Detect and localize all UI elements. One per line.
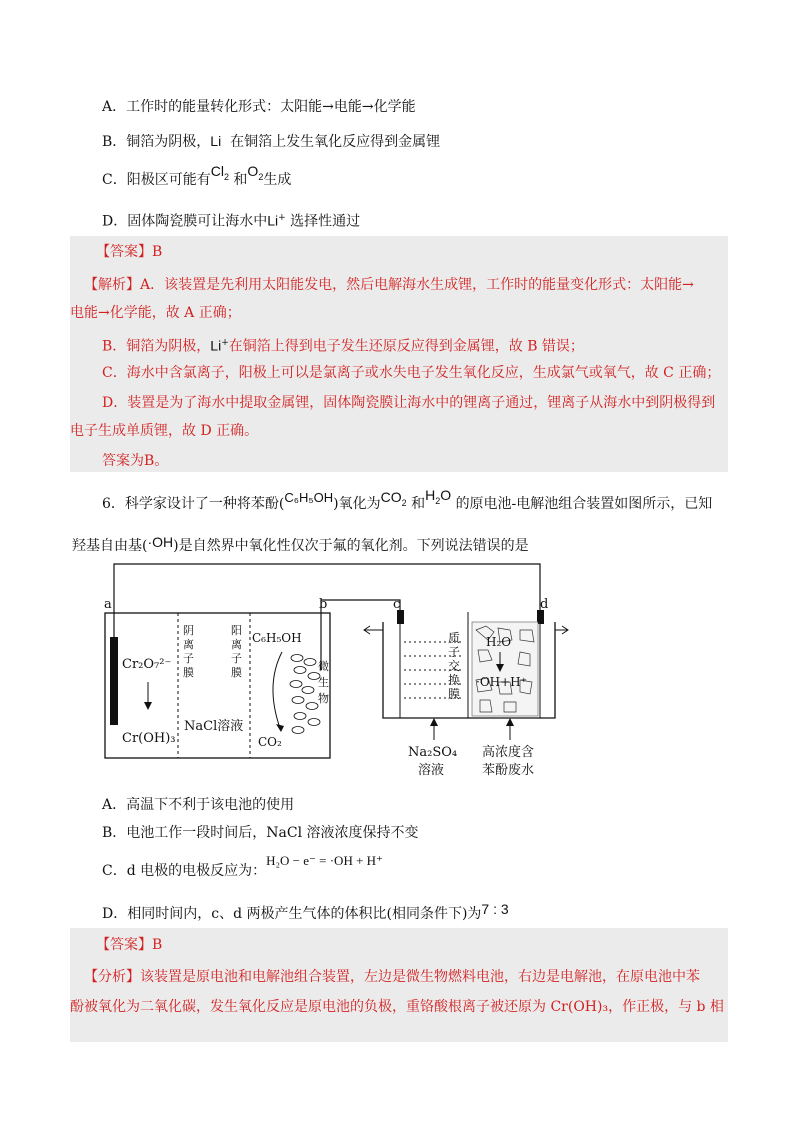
label-wastewater-1: 高浓度含 (482, 745, 535, 760)
q6-stem-2: 羟基自由基(·OH)是自然界中氧化性仅次于氟的氧化剂。下列说法错误的是 (72, 534, 529, 554)
q5-answer: 【答案】B (96, 244, 163, 260)
q6-option-d: D．相同时间内，c、d 两极产生气体的体积比(相同条件下)为7 : 3 (102, 901, 509, 922)
q5-exp-5: D．装置是为了海水中提取金属锂，固体陶瓷膜让海水中的锂离子通过，锂离子从海水中到阴极得到 (102, 395, 716, 411)
q6-answer-box (70, 928, 728, 1042)
svg-text:生: 生 (318, 676, 329, 689)
svg-text:阳: 阳 (231, 624, 242, 637)
q5-option-d: D．固体陶瓷膜可让海水中Li+ 选择性通过 (102, 212, 361, 230)
svg-text:微: 微 (318, 660, 329, 673)
q6-option-a: A．高温下不利于该电池的使用 (102, 797, 295, 813)
svg-text:膜: 膜 (448, 687, 461, 701)
svg-text:膜: 膜 (231, 666, 242, 679)
svg-text:阴: 阴 (183, 624, 194, 637)
svg-text:换: 换 (448, 673, 461, 687)
q6-option-b: B．电池工作一段时间后，NaCl 溶液浓度保持不变 (102, 825, 419, 841)
q5-answer-box (70, 236, 728, 472)
label-b: b (319, 597, 328, 612)
q5-exp-2: 电能→化学能，故 A 正确； (70, 305, 241, 321)
svg-text:膜: 膜 (183, 666, 194, 679)
svg-text:子: 子 (231, 652, 242, 665)
label-h2o: H₂O (486, 635, 512, 649)
electrode-a (110, 637, 118, 725)
svg-text:质: 质 (448, 631, 461, 645)
q6-analysis-1: 【分析】该装置是原电池和电解池组合装置，左边是微生物燃料电池，右边是电解池，在原电池中苯 (84, 969, 700, 985)
svg-text:子: 子 (183, 652, 194, 665)
q6-option-c: C．d 电极的电极反应为：H₂O − e⁻ = ·OH + H⁺ (102, 853, 383, 879)
svg-text:交: 交 (448, 659, 461, 673)
label-phenol: C₆H₅OH (252, 631, 302, 645)
q6-stem-1: 6．科学家设计了一种将苯酚(C₆H₅OH)氧化为$CO_2$ 和$H_2O$ 的原电池-电解池组合装置如图所示，已知 (102, 487, 713, 512)
q5-exp-4: C．海水中含氯离子，阳极上可以是氯离子或水失电子发生氧化反应，生成氯气或氧气，故 C 正确； (102, 365, 721, 381)
q5-option-a: A．工作时的能量转化形式：太阳能→电能→化学能 (102, 99, 416, 115)
q6-analysis-2: 酚被氧化为二氧化碳，发生氧化反应是原电池的负极，重铬酸根离子被还原为 Cr(OH)₃，作正极，与 b 相 (70, 999, 724, 1015)
arrow-oxidation (273, 652, 282, 728)
label-d: d (540, 597, 549, 612)
label-nacl: NaCl溶液 (184, 719, 244, 734)
q5-option-b: B．铜箔为阴极，Li 在铜箔上发生氧化反应得到金属锂 (102, 133, 441, 150)
label-a: a (104, 597, 112, 612)
wire-b-c (321, 600, 400, 610)
q5-exp-3: B．铜箔为阴极，Li+在铜箔上得到电子发生还原反应得到金属锂，故 B 错误； (102, 337, 584, 355)
svg-text:物: 物 (318, 692, 329, 705)
label-oh-h: ·OH+H⁺ (476, 675, 527, 689)
label-wastewater-2: 苯酚废水 (482, 763, 535, 778)
q5-exp-6: 电子生成单质锂，故 D 正确。 (70, 423, 259, 439)
label-cr2o7: Cr₂O₇²⁻ (122, 657, 172, 672)
label-croh3: Cr(OH)₃ (122, 731, 176, 746)
q5-final: 答案为B。 (102, 453, 169, 469)
electrochemical-cell-diagram (100, 560, 570, 780)
q6-answer: 【答案】B (96, 937, 163, 953)
label-co2: CO₂ (258, 735, 282, 749)
svg-text:子: 子 (448, 645, 461, 659)
svg-text:离: 离 (183, 638, 194, 651)
svg-text:离: 离 (231, 638, 242, 651)
microbe-cluster (290, 655, 320, 734)
label-na2so4-solution: 溶液 (418, 763, 445, 778)
q5-option-c: C．阳极区可能有$Cl_2$ 和$O_2$生成 (102, 163, 292, 188)
q5-exp-1: 【解析】A．该装置是先利用太阳能发电，然后电解海水生成锂，工作时的能量变化形式：太阳能→ (84, 277, 694, 293)
label-na2so4: Na₂SO₄ (408, 745, 458, 760)
label-c: c (393, 597, 401, 612)
